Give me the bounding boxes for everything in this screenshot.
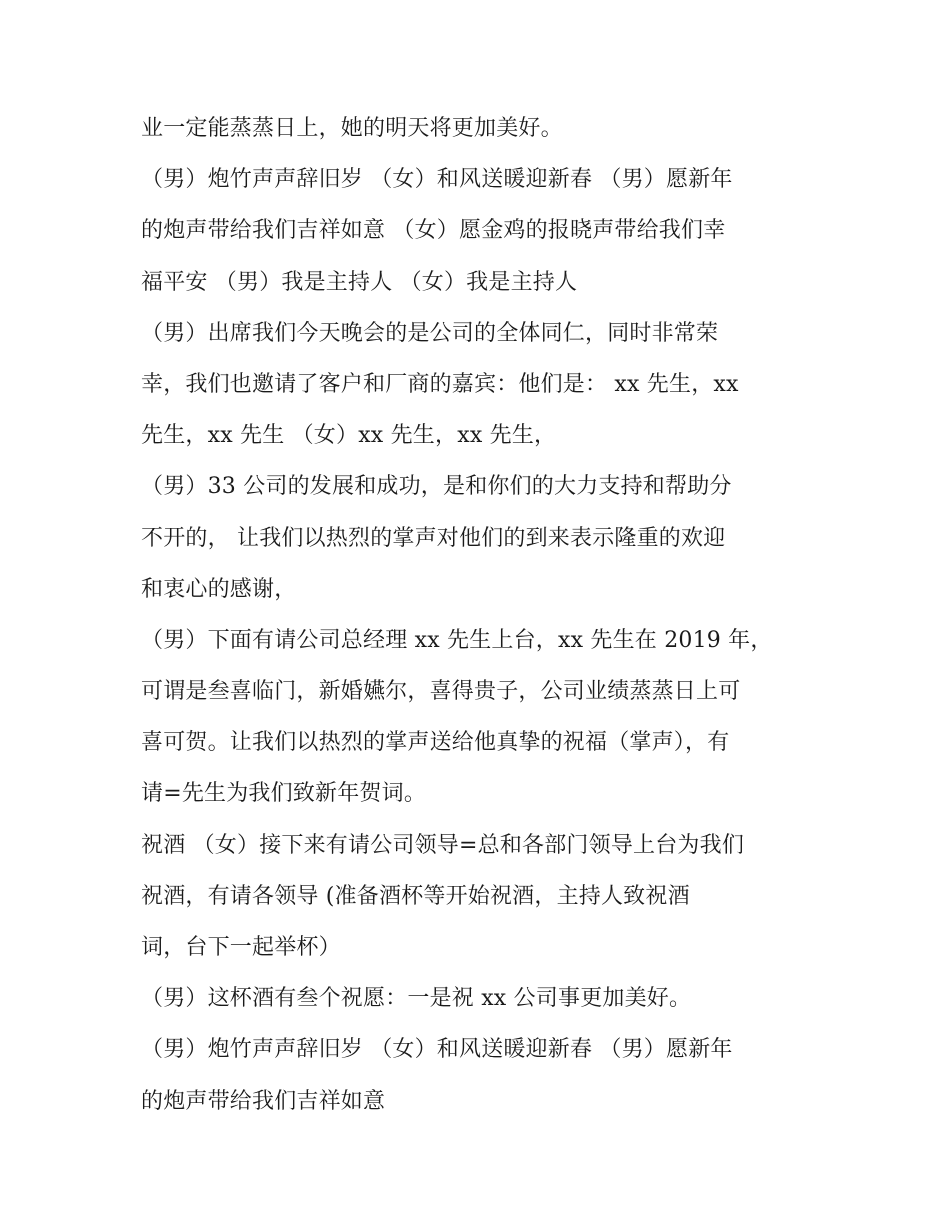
text-line: 幸，我们也邀请了客户和厂商的嘉宾：他们是： xx 先生，xx bbox=[141, 371, 739, 397]
text-line: （男）炮竹声声辞旧岁 （女）和风送暖迎新春 （男）愿新年 bbox=[141, 167, 733, 193]
text-line: 的炮声带给我们吉祥如意 （女）愿金鸡的报晓声带给我们幸 bbox=[141, 218, 726, 244]
text-line: 喜可贺。让我们以热烈的掌声送给他真挚的祝福（掌声），有 bbox=[141, 730, 730, 756]
document-body bbox=[141, 103, 821, 1127]
text-line: （男）这杯酒有叁个祝愿：一是祝 xx 公司事更加美好。 bbox=[141, 986, 692, 1012]
text-line: 请=先生为我们致新年贺词。 bbox=[141, 781, 427, 807]
text-line: 福平安 （男）我是主持人 （女）我是主持人 bbox=[141, 269, 578, 295]
text-line: 业一定能蒸蒸日上，她的明天将更加美好。 bbox=[141, 116, 563, 141]
text-line: 先生，xx 先生 （女）xx 先生，xx 先生， bbox=[141, 423, 557, 449]
text-line: （男）33 公司的发展和成功，是和你们的大力支持和帮助分 bbox=[141, 474, 732, 500]
text-line: 可谓是叁喜临门，新婚嬿尔，喜得贵子，公司业绩蒸蒸日上可 bbox=[141, 679, 741, 705]
text-line: （男）下面有请公司总经理 xx 先生上台，xx 先生在 2019 年， bbox=[141, 627, 773, 653]
text-line: （男）出席我们今天晚会的是公司的全体同仁，同时非常荣 bbox=[141, 320, 719, 346]
text-line: 和衷心的感谢， bbox=[141, 576, 297, 602]
text-line: 祝酒 （女）接下来有请公司领导=总和各部门领导上台为我们 bbox=[141, 832, 745, 858]
text-line: 不开的， 让我们以热烈的掌声对他们的到来表示隆重的欢迎 bbox=[141, 525, 726, 551]
text-line: 词，台下一起举杯） bbox=[141, 935, 341, 960]
text-line: 的炮声带给我们吉祥如意 bbox=[141, 1088, 386, 1114]
text-line: 祝酒，有请各领导 (准备酒杯等开始祝酒，主持人致祝酒 bbox=[141, 883, 690, 909]
text-line: （男）炮竹声声辞旧岁 （女）和风送暖迎新春 （男）愿新年 bbox=[141, 1037, 733, 1063]
